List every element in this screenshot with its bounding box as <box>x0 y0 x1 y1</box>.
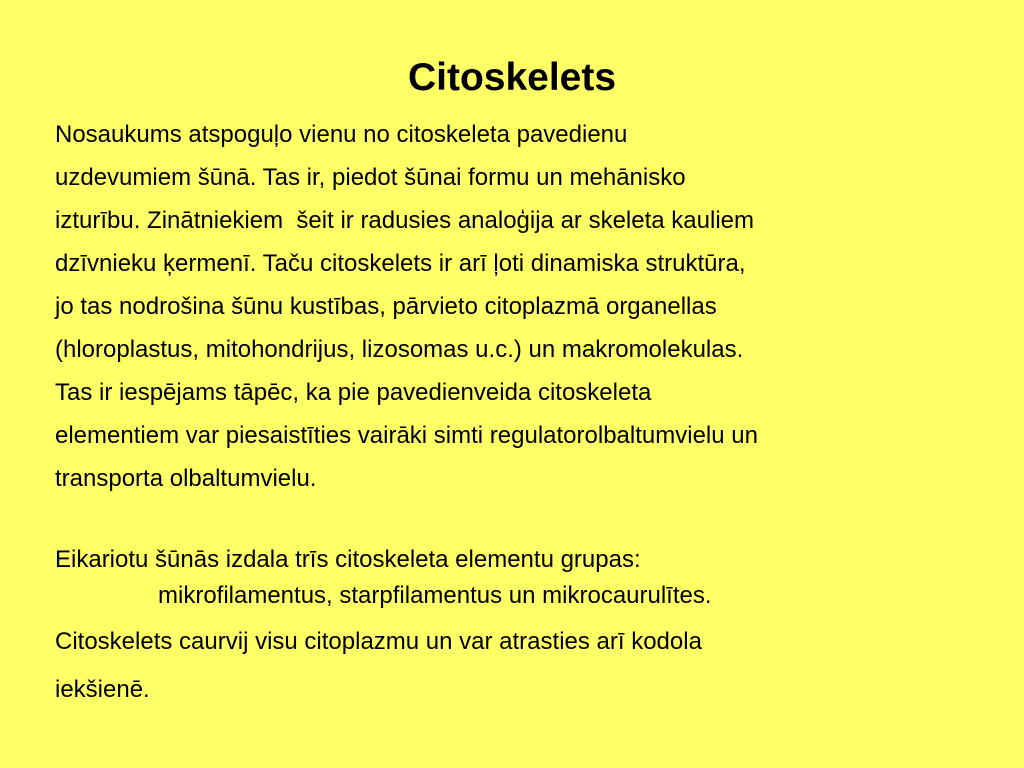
text-line: dzīvnieku ķermenī. Taču citoskelets ir arī ļoti dinamiska struktūra, <box>55 250 746 277</box>
text-line: Eikariotu šūnās izdala trīs citoskeleta elementu grupas: <box>55 546 641 573</box>
text-line: transporta olbaltumvielu. <box>55 465 317 492</box>
text-line: iekšienē. <box>55 676 150 703</box>
text-line: jo tas nodrošina šūnu kustības, pārvieto citoplazmā organellas <box>55 293 717 320</box>
slide-body <box>55 113 995 711</box>
text-line: (hloroplastus, mitohondrijus, lizosomas u.c.) un makromolekulas. <box>55 336 744 363</box>
paragraph-2 <box>55 543 995 711</box>
text-line: uzdevumiem šūnā. Tas ir, piedot šūnai formu un mehānisko <box>55 164 686 191</box>
text-line: izturību. Zinātniekiem šeit ir radusies analoģija ar skeleta kauliem <box>55 207 754 234</box>
text-line: Citoskelets caurvij visu citoplazmu un var atrasties arī kodola <box>55 628 702 655</box>
slide-title: Citoskelets <box>407 56 617 99</box>
text-line: elementiem var piesaistīties vairāki simti regulatorolbaltumvielu un <box>55 422 758 449</box>
text-line: Tas ir iespējams tāpēc, ka pie pavedienveida citoskeleta <box>55 379 652 406</box>
paragraph-1 <box>55 113 995 500</box>
text-line: Nosaukums atspoguļo vienu no citoskeleta pavedienu <box>55 121 628 148</box>
text-line-indented: mikrofilamentus, starpfilamentus un mikrocaurulītes. <box>158 582 712 609</box>
